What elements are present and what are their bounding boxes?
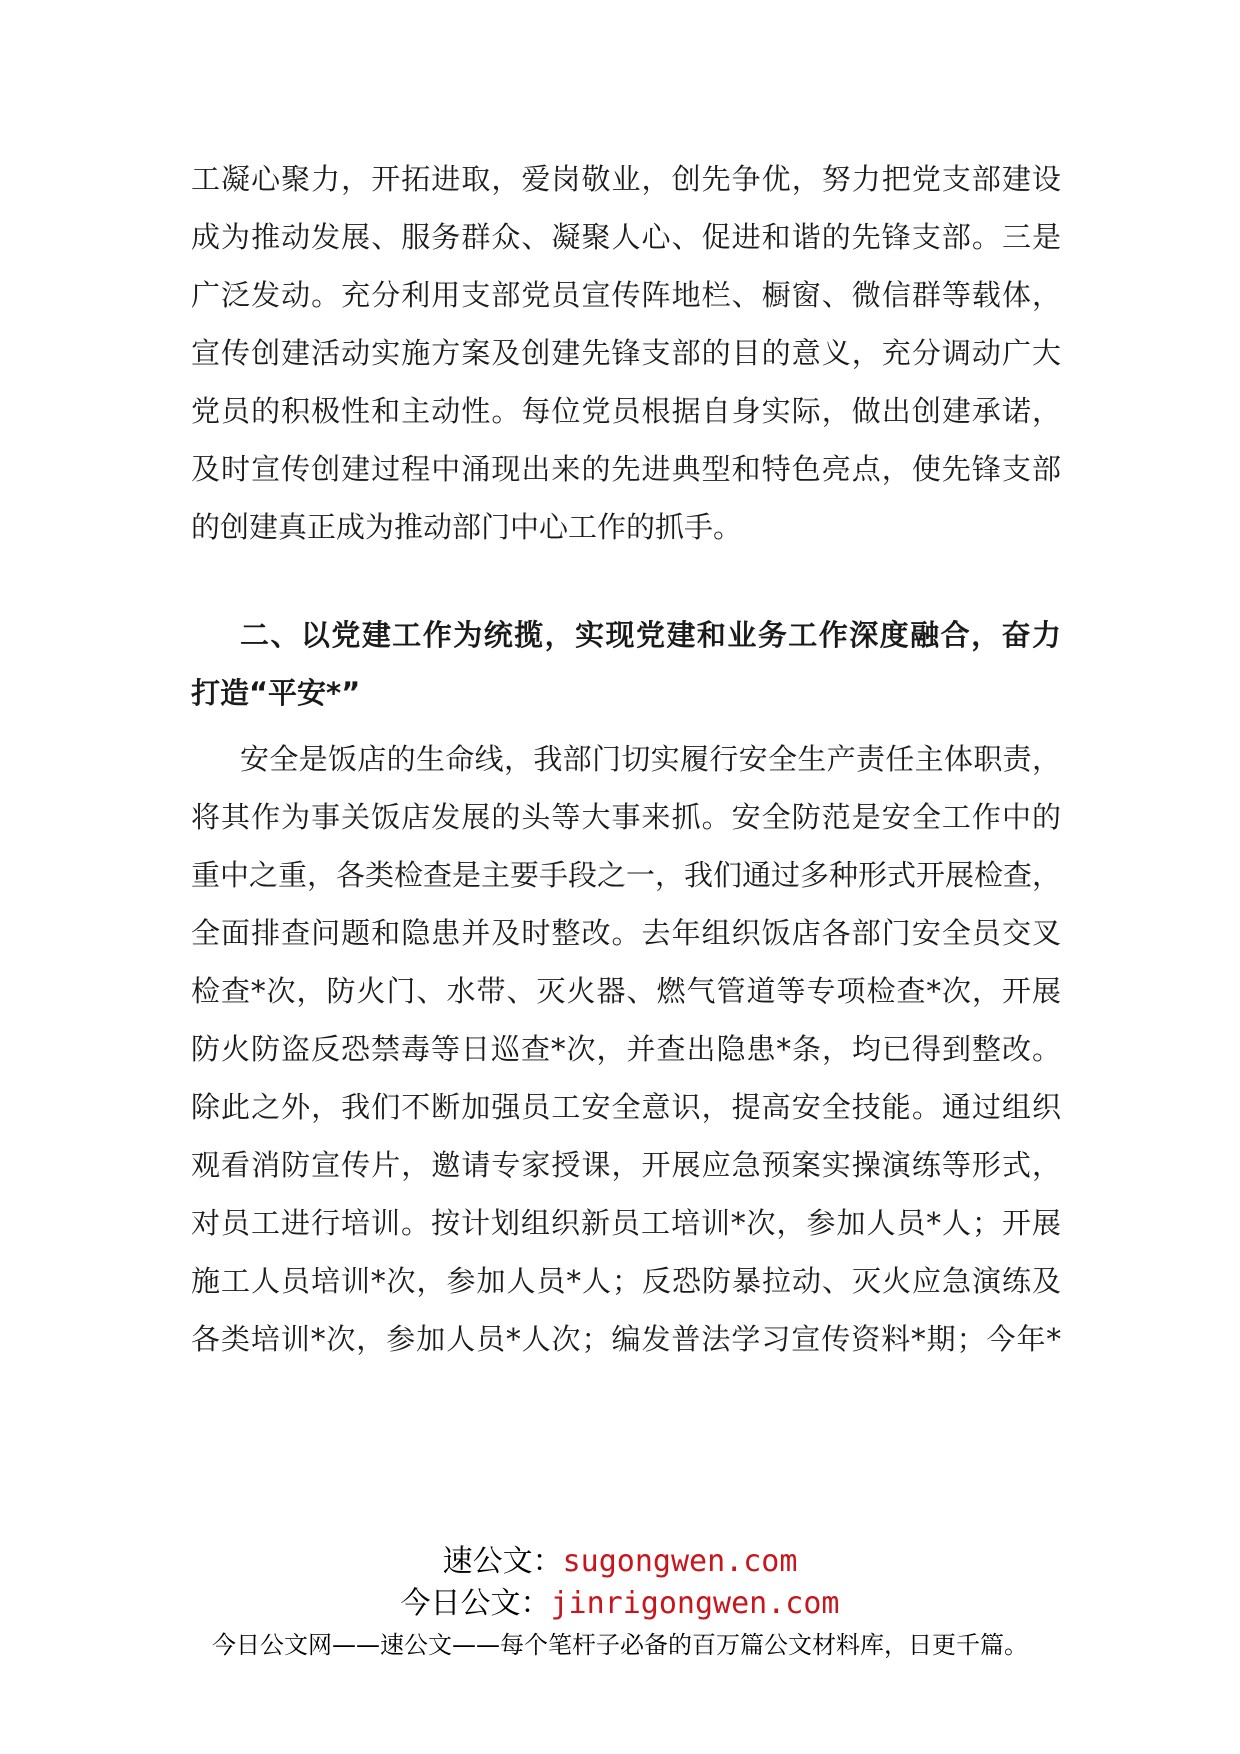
paragraph-1-line-7: 的创建真正成为推动部门中心工作的抓手。 — [191, 510, 743, 544]
paragraph-1-line-1: 工凝心聚力，开拓进取，爱岗敬业，创先争优，努力把党支部建设 — [191, 162, 1061, 196]
paragraph-2-line-4: 全面排查问题和隐患并及时整改。去年组织饭店各部门安全员交叉 — [191, 916, 1061, 950]
footer-label-sugongwen: 速公文： — [442, 1544, 563, 1579]
paragraph-1-line-3: 广泛发动。充分利用支部党员宣传阵地栏、橱窗、微信群等载体， — [191, 278, 1061, 312]
paragraph-2-line-7: 除此之外，我们不断加强员工安全意识，提高安全技能。通过组织 — [191, 1090, 1061, 1124]
paragraph-1-line-5: 党员的积极性和主动性。每位党员根据自身实际，做出创建承诺， — [191, 394, 1061, 428]
footer-slogan: 今日公文网——速公文——每个笔杆子必备的百万篇公文材料库，日更千篇。 — [212, 1631, 1028, 1659]
paragraph-2-line-9: 对员工进行培训。按计划组织新员工培训*次，参加人员*人；开展 — [191, 1206, 1061, 1240]
paragraph-1-line-6: 及时宣传创建过程中涌现出来的先进典型和特色亮点，使先锋支部 — [191, 452, 1061, 486]
footer-link-jinrigongwen[interactable]: jinrigongwen.com — [550, 1586, 840, 1621]
paragraph-2-line-8: 观看消防宣传片，邀请专家授课，开展应急预案实操演练等形式， — [191, 1148, 1061, 1182]
paragraph-2-line-11: 各类培训*次，参加人员*人次；编发普法学习宣传资料*期；今年* — [191, 1322, 1061, 1356]
footer-line-jinrigongwen — [0, 1584, 1240, 1624]
paragraph-2-line-3: 重中之重，各类检查是主要手段之一，我们通过多种形式开展检查， — [191, 858, 1062, 892]
footer-line-sugongwen — [0, 1542, 1240, 1582]
paragraph-1-line-4: 宣传创建活动实施方案及创建先锋支部的目的意义，充分调动广大 — [191, 336, 1061, 370]
section-heading-line-1: 二、以党建工作为统揽，实现党建和业务工作深度融合，奋力 — [240, 618, 1061, 652]
footer-label-jinrigongwen: 今日公文： — [400, 1586, 551, 1621]
paragraph-2-line-5: 检查*次，防火门、水带、灭火器、燃气管道等专项检查*次，开展 — [191, 974, 1061, 1008]
footer-link-sugongwen[interactable]: sugongwen.com — [562, 1544, 798, 1579]
paragraph-1-line-2: 成为推动发展、服务群众、凝聚人心、促进和谐的先锋支部。三是 — [191, 220, 1061, 254]
section-heading-line-2: 打造“平安*” — [191, 676, 361, 710]
paragraph-2-line-10: 施工人员培训*次，参加人员*人；反恐防暴拉动、灭火应急演练及 — [191, 1264, 1061, 1298]
paragraph-2-line-6: 防火防盗反恐禁毒等日巡查*次，并查出隐患*条，均已得到整改。 — [191, 1032, 1061, 1066]
paragraph-2-line-1: 安全是饭店的生命线，我部门切实履行安全生产责任主体职责， — [240, 742, 1061, 776]
paragraph-2-line-2: 将其作为事关饭店发展的头等大事来抓。安全防范是安全工作中的 — [191, 800, 1061, 834]
